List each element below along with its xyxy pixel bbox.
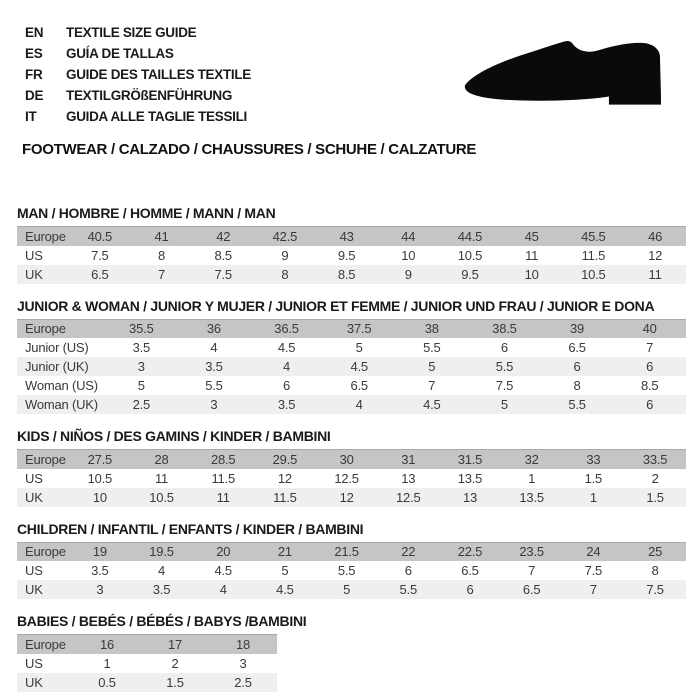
size-cell: 8 [158, 247, 166, 263]
size-cell: 3.5 [132, 340, 151, 355]
size-cell: 6 [573, 359, 581, 374]
size-table [17, 319, 686, 415]
size-cell: 1.5 [646, 489, 664, 505]
language-label: GUIDE DES TAILLES TEXTILE [66, 67, 252, 82]
table-row [17, 450, 686, 469]
size-cell: 5 [500, 397, 508, 412]
size-cell: 8.5 [337, 266, 356, 282]
size-cell: 3 [96, 582, 104, 597]
size-cell: 4 [355, 397, 363, 412]
language-code: DE [25, 88, 44, 103]
section-title: CHILDREN / INFANTIL / ENFANTS / KINDER / BAMBINI [17, 520, 364, 537]
size-cell: 11 [648, 266, 662, 282]
size-cell: 11 [216, 489, 230, 505]
section-title: MAN / HOMBRE / HOMME / MANN / MAN [17, 205, 276, 221]
size-cell: 31.5 [457, 451, 483, 467]
size-cell: 42.5 [272, 228, 298, 244]
size-cell: 3.5 [277, 397, 296, 412]
section-title: JUNIOR & WOMAN / JUNIOR Y MUJER / JUNIOR ET FEMME / JUNIOR UND FRAU / JUNIOR E DONA [17, 297, 655, 314]
row-label: Junior (UK) [25, 359, 89, 374]
size-cell: 12 [648, 247, 663, 263]
row-label: UK [25, 674, 43, 690]
size-section [17, 205, 686, 284]
size-cell: 36 [206, 321, 221, 337]
size-cell: 10.5 [581, 266, 606, 282]
size-cell: 2.5 [132, 397, 151, 412]
row-label: US [25, 655, 43, 671]
language-label: GUIDA ALLE TAGLIE TESSILI [66, 109, 247, 124]
language-code: FR [25, 67, 43, 82]
size-cell: 6.5 [91, 266, 109, 282]
size-cell: 20 [216, 544, 231, 560]
size-cell: 4 [283, 359, 291, 374]
table-row [17, 469, 686, 488]
size-cell: 5 [137, 378, 145, 393]
table-row [17, 561, 686, 580]
size-cell: 46 [648, 228, 663, 244]
size-cell: 4.5 [214, 563, 232, 578]
size-tables [17, 205, 686, 692]
size-cell: 6.5 [568, 340, 586, 355]
row-label: Junior (US) [25, 340, 89, 355]
shoe-icon [463, 38, 663, 110]
guide-header [0, 0, 700, 159]
row-label: Europe [25, 636, 66, 652]
size-cell: 23.5 [519, 544, 544, 560]
row-label: UK [25, 582, 43, 597]
size-cell: 40 [642, 321, 657, 337]
row-label: US [25, 563, 43, 578]
size-cell: 43 [339, 228, 354, 244]
size-cell: 10.5 [149, 489, 174, 505]
size-cell: 36.5 [274, 321, 299, 337]
shoe-silhouette-path [465, 41, 661, 105]
size-cell: 39 [570, 321, 585, 337]
size-cell: 28 [154, 451, 169, 467]
size-cell: 8.5 [640, 378, 659, 393]
size-cell: 3.5 [152, 582, 171, 597]
size-table [17, 542, 686, 600]
size-cell: 24 [586, 544, 601, 560]
size-cell: 13.5 [457, 470, 483, 486]
size-cell: 22 [401, 544, 416, 560]
size-section [17, 428, 686, 507]
row-label: Woman (US) [25, 378, 98, 393]
size-cell: 7 [528, 563, 536, 578]
table-row [17, 580, 686, 599]
size-cell: 9.5 [337, 247, 356, 263]
size-cell: 44 [401, 228, 416, 244]
size-cell: 12.5 [396, 489, 421, 505]
size-cell: 12.5 [334, 470, 359, 486]
size-cell: 4.5 [423, 397, 441, 412]
size-cell: 6 [500, 340, 508, 355]
table-row [17, 338, 686, 357]
size-section [17, 521, 686, 600]
size-cell: 6 [283, 378, 291, 393]
size-cell: 12 [339, 489, 354, 505]
size-cell: 5.5 [423, 340, 441, 355]
size-cell: 42 [216, 228, 231, 244]
size-cell: 21 [277, 544, 292, 560]
size-cell: 5 [281, 563, 289, 578]
table-row [17, 265, 686, 284]
size-cell: 5 [355, 340, 363, 355]
size-cell: 7 [428, 378, 436, 393]
language-code: EN [25, 25, 44, 40]
size-cell: 4 [210, 340, 218, 355]
size-cell: 13.5 [519, 489, 544, 505]
size-cell: 5.5 [205, 378, 223, 393]
size-cell: 11.5 [273, 489, 297, 505]
size-cell: 29.5 [272, 451, 298, 467]
size-cell: 1.5 [166, 674, 184, 690]
table-row [17, 227, 686, 246]
table-row [17, 488, 686, 507]
size-cell: 31 [401, 451, 416, 467]
size-cell: 3 [210, 397, 218, 412]
size-cell: 16 [99, 636, 115, 652]
size-cell: 10 [401, 247, 416, 263]
size-cell: 10.5 [457, 247, 483, 263]
size-cell: 7.5 [495, 378, 514, 393]
size-cell: 33.5 [642, 451, 668, 467]
size-cell: 7.5 [646, 582, 664, 597]
size-cell: 3.5 [205, 359, 223, 374]
size-table [17, 226, 686, 284]
row-label: UK [25, 266, 43, 282]
size-cell: 7 [589, 582, 597, 597]
size-cell: 45.5 [581, 228, 606, 244]
size-cell: 4 [158, 563, 166, 578]
size-cell: 5.5 [568, 397, 586, 412]
size-cell: 44.5 [457, 228, 483, 244]
size-cell: 4.5 [350, 359, 368, 374]
section-title: KIDS / NIÑOS / DES GAMINS / KINDER / BAMBINI [17, 428, 331, 444]
size-table [17, 449, 686, 507]
size-cell: 8 [573, 378, 581, 393]
row-label: US [25, 247, 43, 263]
language-label: TEXTILGRÖßENFÜHRUNG [66, 88, 233, 103]
language-label: TEXTILE SIZE GUIDE [66, 25, 197, 40]
size-cell: 37.5 [346, 321, 372, 337]
size-cell: 7.5 [584, 563, 603, 578]
size-cell: 0.5 [98, 674, 116, 690]
category-line: FOOTWEAR / CALZADO / CHAUSSURES / SCHUHE / CALZATURE [22, 141, 477, 158]
row-label: Europe [25, 228, 66, 244]
size-cell: 5 [343, 582, 351, 597]
size-cell: 5.5 [399, 582, 418, 597]
size-cell: 8 [651, 563, 659, 578]
size-cell: 10.5 [87, 470, 113, 486]
size-cell: 8.5 [214, 247, 232, 263]
language-code: ES [25, 46, 43, 61]
table-row [17, 673, 277, 692]
size-table [17, 634, 277, 692]
size-cell: 7.5 [214, 266, 232, 282]
size-cell: 3 [239, 655, 247, 671]
row-label: Europe [25, 451, 66, 467]
table-row [17, 376, 686, 395]
size-section [17, 298, 686, 415]
size-cell: 6 [404, 563, 412, 578]
size-cell: 22.5 [457, 544, 483, 560]
row-label: Europe [25, 544, 66, 560]
size-cell: 40.5 [87, 228, 113, 244]
size-cell: 2 [651, 470, 659, 486]
table-row [17, 654, 277, 673]
row-label: US [25, 470, 43, 486]
size-cell: 10 [524, 266, 539, 282]
table-row [17, 357, 686, 376]
size-cell: 7 [646, 340, 654, 355]
size-cell: 11 [154, 470, 169, 486]
size-cell: 27.5 [87, 451, 113, 467]
table-row [17, 246, 686, 265]
size-cell: 6 [646, 359, 654, 374]
size-cell: 30 [339, 451, 354, 467]
size-cell: 7.5 [91, 247, 109, 263]
size-cell: 28.5 [210, 451, 236, 467]
size-cell: 38.5 [492, 321, 517, 337]
size-cell: 4 [219, 582, 227, 597]
size-cell: 9 [404, 266, 412, 282]
size-cell: 5.5 [337, 563, 356, 578]
table-row [17, 635, 277, 654]
size-cell: 1 [589, 489, 597, 505]
row-label: Woman (UK) [25, 397, 98, 412]
size-cell: 13 [462, 489, 477, 505]
size-cell: 9 [281, 247, 289, 263]
size-cell: 19 [92, 544, 107, 560]
size-cell: 33 [586, 451, 601, 467]
size-cell: 32 [524, 451, 539, 467]
size-section [17, 613, 686, 692]
size-cell: 35.5 [129, 321, 154, 337]
size-cell: 18 [235, 636, 251, 652]
size-cell: 4.5 [276, 582, 294, 597]
size-cell: 17 [167, 636, 183, 652]
size-cell: 6 [646, 397, 654, 412]
row-label: Europe [25, 321, 66, 337]
language-label: GUÍA DE TALLAS [66, 46, 174, 61]
table-row [17, 319, 686, 338]
size-cell: 41 [154, 228, 169, 244]
size-cell: 2 [171, 655, 179, 671]
size-cell: 2.5 [234, 674, 252, 690]
size-cell: 6 [466, 582, 474, 597]
size-cell: 1 [103, 655, 111, 671]
size-cell: 19.5 [149, 544, 174, 560]
size-cell: 4.5 [277, 340, 296, 355]
size-cell: 11 [525, 247, 539, 263]
size-cell: 10 [92, 489, 107, 505]
size-cell: 6.5 [522, 582, 541, 597]
size-cell: 5 [428, 359, 436, 374]
size-cell: 11.5 [581, 247, 606, 263]
size-cell: 9.5 [461, 266, 479, 282]
size-cell: 6.5 [461, 563, 479, 578]
language-code: IT [25, 109, 37, 124]
size-cell: 45 [524, 228, 539, 244]
size-cell: 11.5 [211, 470, 235, 486]
row-label: UK [25, 489, 43, 505]
size-cell: 1.5 [584, 470, 603, 486]
size-cell: 5.5 [495, 359, 514, 374]
section-title: BABIES / BEBÉS / BÉBÉS / BABYS /BAMBINI [17, 613, 307, 629]
size-cell: 21.5 [334, 544, 359, 560]
size-cell: 8 [281, 266, 289, 282]
size-cell: 38 [424, 321, 439, 337]
table-row [17, 542, 686, 561]
size-cell: 6.5 [350, 378, 368, 393]
size-cell: 3.5 [91, 563, 109, 578]
size-cell: 7 [158, 266, 166, 282]
size-cell: 13 [401, 470, 416, 486]
table-row [17, 395, 686, 414]
size-cell: 3 [137, 359, 145, 374]
size-cell: 25 [648, 544, 663, 560]
size-cell: 12 [277, 470, 292, 486]
size-cell: 1 [528, 470, 536, 486]
